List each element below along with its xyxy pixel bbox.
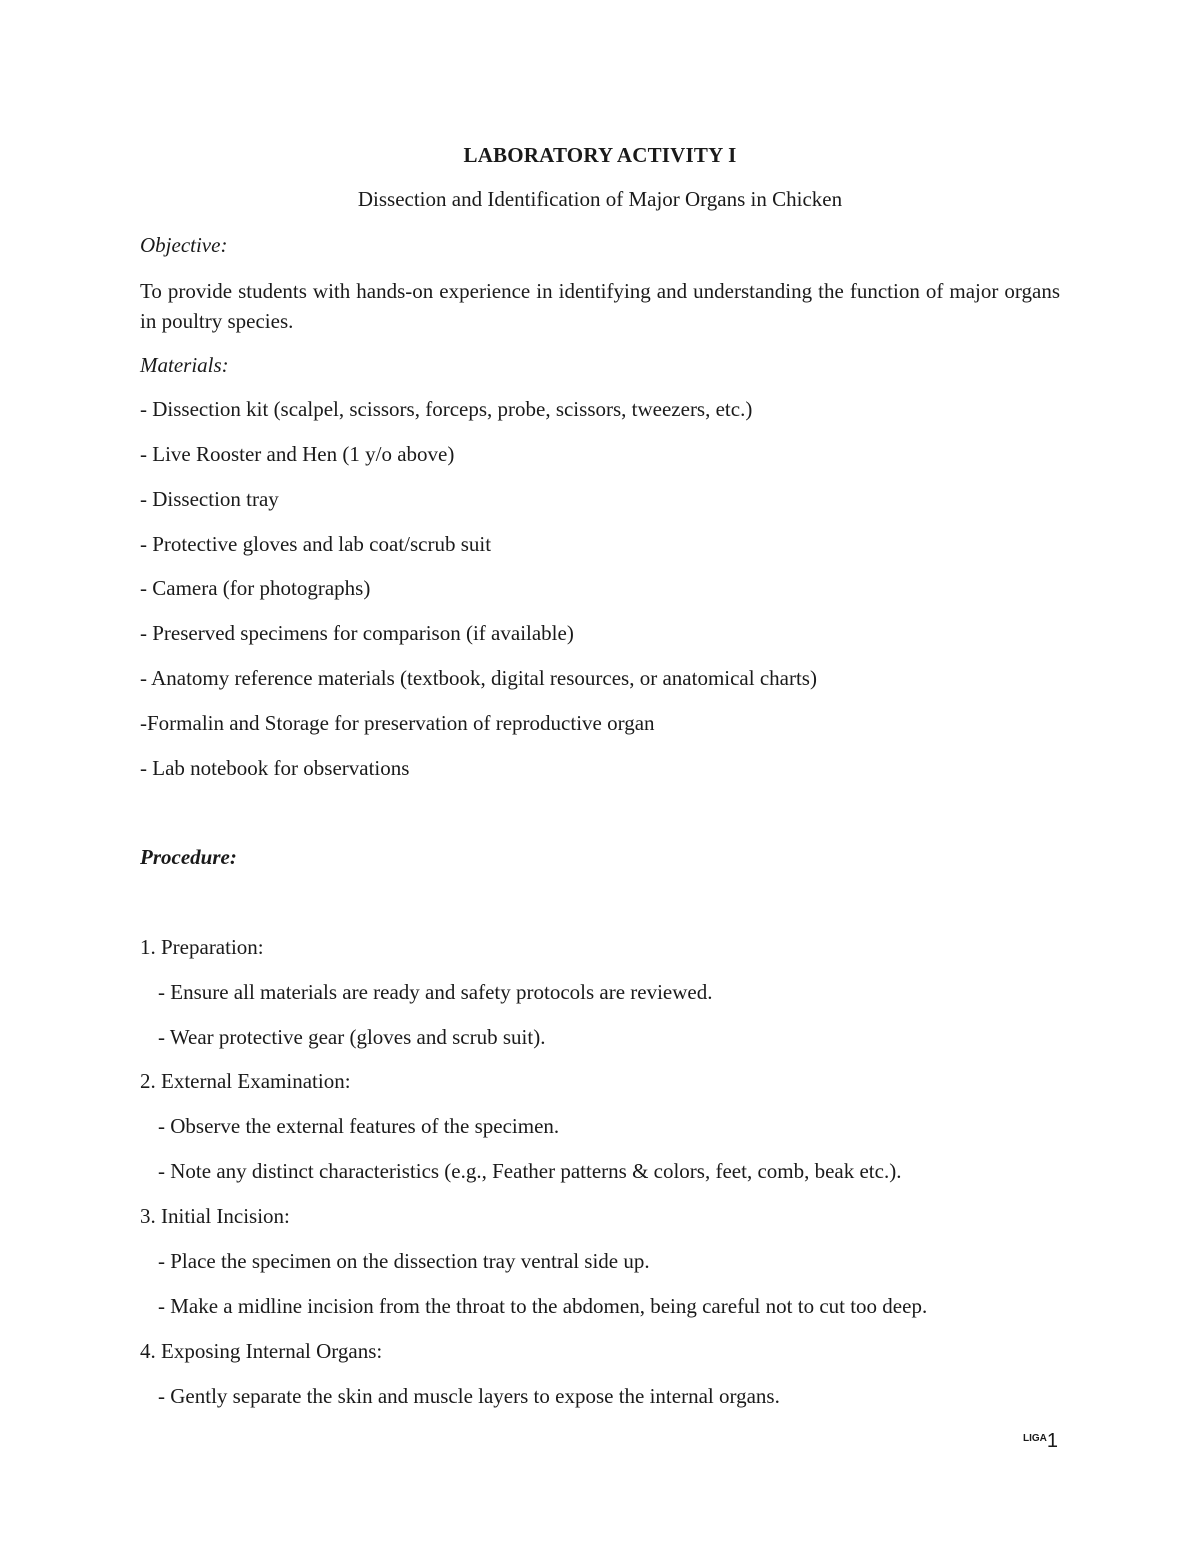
procedure-heading: Procedure:	[140, 845, 237, 869]
step-item: - Ensure all materials are ready and safety protocols are reviewed.	[158, 980, 713, 1004]
step-title: 4. Exposing Internal Organs:	[140, 1339, 383, 1363]
step-title: 2. External Examination:	[140, 1069, 351, 1093]
step-item: - Wear protective gear (gloves and scrub suit).	[158, 1025, 546, 1049]
list-item: - Preserved specimens for comparison (if available)	[140, 621, 574, 645]
page-number: 1	[1046, 1430, 1058, 1452]
document-title: LABORATORY ACTIVITY I	[463, 143, 737, 167]
materials-heading: Materials:	[140, 353, 229, 377]
page-footer	[1023, 1430, 1058, 1453]
list-item: - Protective gloves and lab coat/scrub suit	[140, 532, 492, 556]
list-item: - Camera (for photographs)	[140, 576, 371, 600]
step-title: 3. Initial Incision:	[140, 1204, 290, 1228]
objective-heading: Objective:	[140, 233, 228, 257]
list-item: - Lab notebook for observations	[140, 756, 410, 780]
list-item: -Formalin and Storage for preservation of reproductive organ	[140, 711, 655, 735]
list-item: - Anatomy reference materials (textbook, digital resources, or anatomical charts)	[140, 666, 817, 690]
list-item: - Dissection kit (scalpel, scissors, forceps, probe, scissors, tweezers, etc.)	[140, 397, 753, 421]
document-subtitle: Dissection and Identification of Major Organs in Chicken	[357, 187, 843, 211]
step-item: - Make a midline incision from the throat to the abdomen, being careful not to cut too deep.	[158, 1294, 928, 1318]
step-item: - Note any distinct characteristics (e.g., Feather patterns & colors, feet, comb, beak etc.).	[158, 1159, 902, 1183]
footer-tag: LIGA	[1022, 1433, 1047, 1444]
list-item: - Dissection tray	[140, 487, 279, 511]
step-item: - Observe the external features of the specimen.	[158, 1114, 560, 1138]
objective-text: To provide students with hands-on experience in identifying and understanding the function of major organs in poultry species.	[140, 279, 1060, 333]
step-item: - Place the specimen on the dissection tray ventral side up.	[158, 1249, 650, 1273]
step-title: 1. Preparation:	[140, 935, 264, 959]
step-item: - Gently separate the skin and muscle layers to expose the internal organs.	[158, 1384, 780, 1408]
list-item: - Live Rooster and Hen (1 y/o above)	[140, 442, 455, 466]
